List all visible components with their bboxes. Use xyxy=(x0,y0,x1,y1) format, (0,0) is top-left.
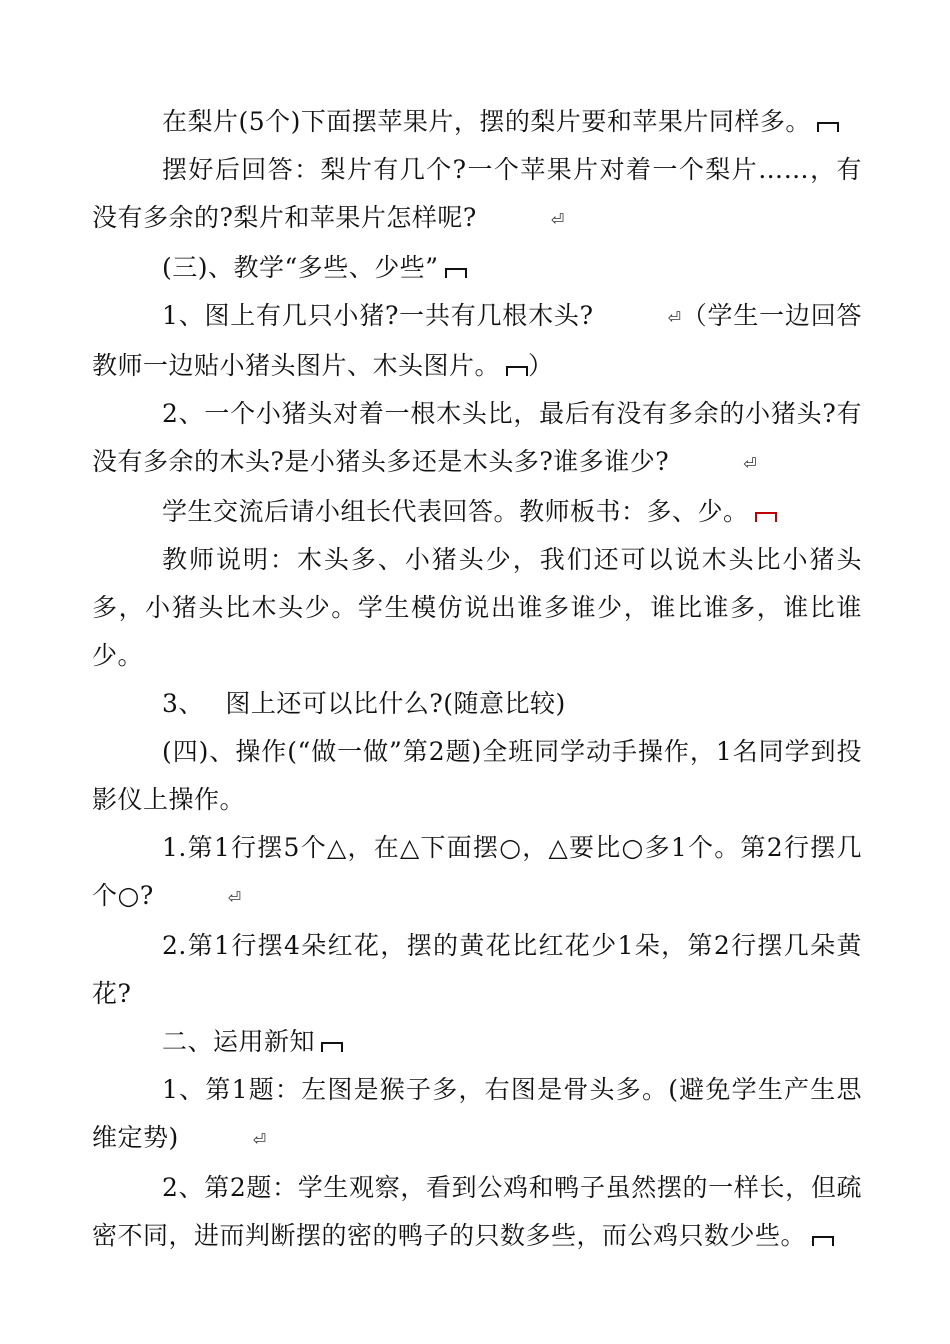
section-heading: (三)、教学“多些、少些” xyxy=(162,253,439,282)
paragraph-1 xyxy=(92,98,862,146)
return-mark-icon: ⏎ xyxy=(227,888,242,907)
paragraph-2 xyxy=(92,146,862,244)
paragraph-6 xyxy=(92,488,862,536)
return-mark-icon: ⏎ xyxy=(667,308,682,327)
section-heading: 二、运用新知 xyxy=(162,1027,316,1056)
section-heading: (四)、操作(“做一做”第2题)全班同学动手操作，1名同学到投影仪上操作。 xyxy=(92,737,862,814)
paragraph-text: 3、 图上还可以比什么?(随意比较) xyxy=(162,689,566,718)
paragraph-text: 1、第1题：左图是猴子多，右图是骨头多。(避免学生产生思维定势) xyxy=(92,1075,862,1152)
paragraph-text: 1.第1行摆5个△，在△下面摆○，△要比○多1个。第2行摆几个○? xyxy=(92,833,862,910)
paragraph-text: 摆好后回答：梨片有几个?一个苹果片对着一个梨片……，有没有多余的?梨片和苹果片怎样呢? xyxy=(92,155,862,232)
paragraph-8 xyxy=(92,680,862,728)
paragraph-11 xyxy=(92,922,862,1018)
paragraph-text: 2.第1行摆4朵红花，摆的黄花比红花少1朵，第2行摆几朵黄花? xyxy=(92,931,862,1008)
paragraph-text: 2、第2题：学生观察，看到公鸡和鸭子虽然摆的一样长，但疏密不同，进而判断摆的密的鸭子的只数多些，而公鸡只数少些。 xyxy=(92,1173,862,1250)
return-mark-icon: ⏎ xyxy=(252,1130,267,1149)
paragraph-12 xyxy=(92,1018,862,1066)
paragraph-tail-end: ） xyxy=(528,351,554,380)
document-body xyxy=(92,98,862,1260)
paragraph-mark-icon xyxy=(445,268,467,278)
paragraph-text: 学生交流后请小组长代表回答。教师板书：多、少。 xyxy=(162,497,749,526)
paragraph-mark-icon xyxy=(506,366,528,376)
paragraph-mark-red-icon xyxy=(755,512,777,522)
paragraph-5 xyxy=(92,390,862,488)
return-mark-icon: ⏎ xyxy=(743,454,758,473)
return-mark-icon: ⏎ xyxy=(550,210,565,229)
paragraph-text: 在梨片(5个)下面摆苹果片，摆的梨片要和苹果片同样多。 xyxy=(162,107,811,136)
paragraph-text: 教师说明：木头多、小猪头少，我们还可以说木头比小猪头多，小猪头比木头少。学生模仿说出谁多谁少，谁比谁多，谁比谁少。 xyxy=(92,545,862,670)
paragraph-text: 2、一个小猪头对着一根木头比，最后有没有多余的小猪头?有没有多余的木头?是小猪头多还是木头多?谁多谁少? xyxy=(92,399,862,476)
paragraph-4 xyxy=(92,292,862,390)
paragraph-3 xyxy=(92,244,862,292)
paragraph-mark-icon xyxy=(817,122,839,132)
paragraph-mark-icon xyxy=(812,1236,834,1246)
paragraph-13 xyxy=(92,1066,862,1164)
paragraph-10 xyxy=(92,824,862,922)
paragraph-14 xyxy=(92,1164,862,1260)
paragraph-7 xyxy=(92,536,862,680)
paragraph-tail-text: （学生一边回答教师一边贴小猪头图片、木头图片。 xyxy=(92,301,862,380)
paragraph-text: 1、图上有几只小猪?一共有几根木头? xyxy=(162,301,594,330)
paragraph-9 xyxy=(92,728,862,824)
paragraph-mark-icon xyxy=(321,1042,343,1052)
